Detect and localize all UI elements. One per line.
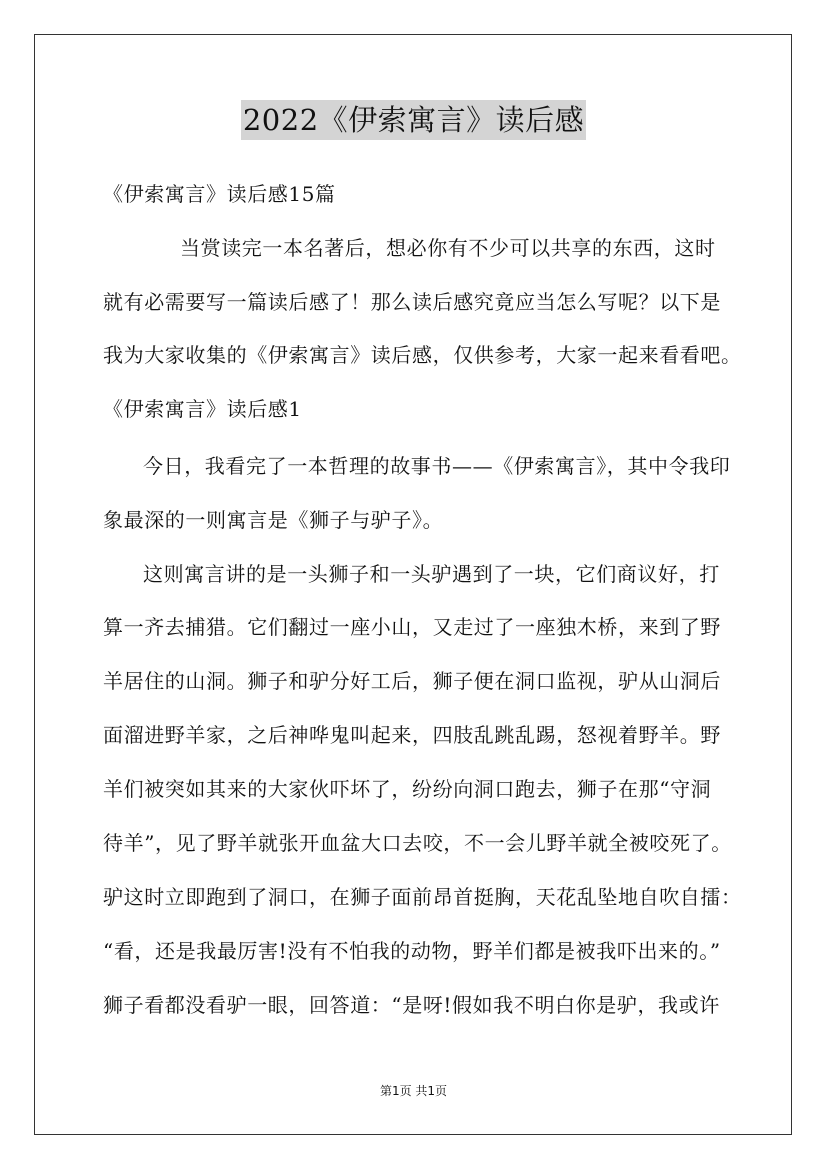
text-line: 当赏读完一本名著后，想必你有不少可以共享的东西，这时: [180, 236, 716, 260]
text-line: 象最深的一则寓言是《狮子与驴子》。: [103, 508, 444, 532]
text-line: 就有必需要写一篇读后感了！那么读后感究竟应当怎么写呢？以下是: [103, 290, 721, 314]
document-title: 2022《伊索寓言》读后感: [241, 100, 586, 140]
text-line: 我为大家收集的《伊索寓言》读后感，仅供参考，大家一起来看看吧。: [103, 343, 742, 367]
text-line: “看，还是我最厉害!没有不怕我的动物，野羊们都是被我吓出来的。”: [103, 939, 721, 963]
text-line: 待羊”，见了野羊就张开血盆大口去咬，不一会儿野羊就全被咬死了。: [103, 831, 732, 855]
text-line: 羊们被突如其来的大家伙吓坏了，纷纷向洞口跑去，狮子在那“守洞: [103, 777, 712, 801]
subtitle-line: 《伊索寓言》读后感15篇: [103, 182, 336, 206]
page-footer: 第1页 共1页: [379, 1084, 448, 1098]
section-heading: 《伊索寓言》读后感1: [103, 397, 302, 421]
title-wrap: [0, 100, 827, 140]
text-line: 羊居住的山洞。狮子和驴分好工后，狮子便在洞口监视，驴从山洞后: [103, 669, 721, 693]
text-line: 狮子看都没看驴一眼，回答道：“是呀!假如我不明白你是驴，我或许: [103, 993, 720, 1017]
text-line: 这则寓言讲的是一头狮子和一头驴遇到了一块，它们商议好，打: [143, 562, 720, 586]
text-line: 今日，我看完了一本哲理的故事书——《伊索寓言》，其中令我印: [143, 454, 731, 478]
text-line: 算一齐去捕猎。它们翻过一座小山，又走过了一座独木桥，来到了野: [103, 615, 721, 639]
text-line: 面溜进野羊家，之后神哗鬼叫起来，四肢乱跳乱踢，怒视着野羊。野: [103, 723, 721, 747]
text-line: 驴这时立即跑到了洞口，在狮子面前昂首挺胸，天花乱坠地自吹自擂：: [103, 885, 742, 909]
